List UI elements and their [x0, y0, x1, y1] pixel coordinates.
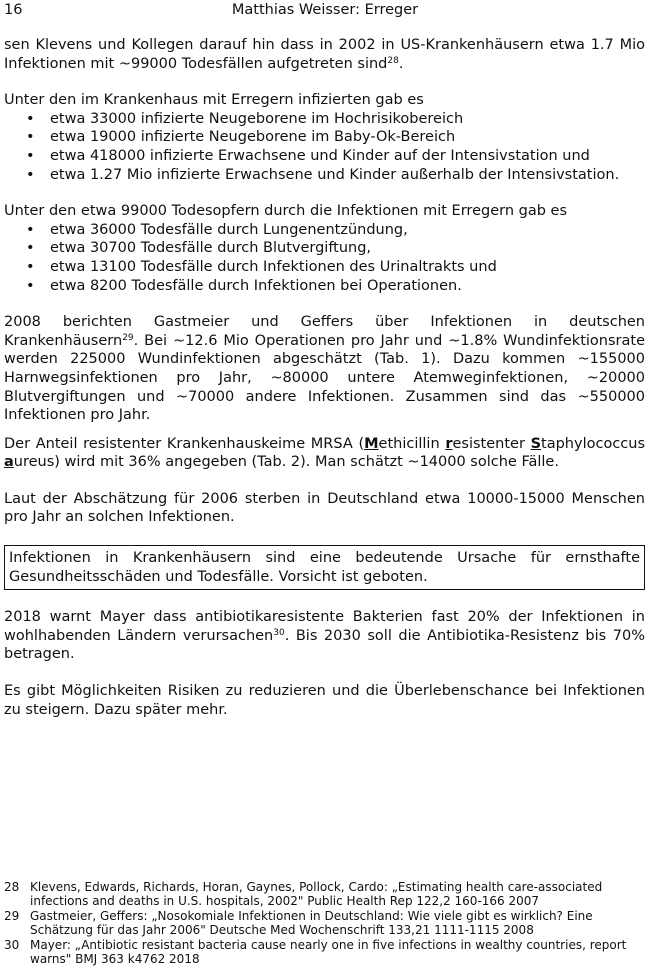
warning-callout-box: Infektionen in Krankenhäusern sind eine bedeutende Ursache für ernsthafte Gesundheitsschäden und Todesfälle. Vorsicht ist geboten. [4, 545, 645, 590]
page-number: 16 [4, 2, 23, 18]
bullet-icon: • [26, 221, 35, 238]
footnote-29: 29 Gastmeier, Geffers: „Nosokomiale Infektionen in Deutschland: Wie viele gibt es wirklich? Eine Schätzung für das Jahr 2006" Deutsche Med Wochenschrift 133,21 1111-1115 2008 [4, 908, 593, 938]
deaths-list [4, 221, 645, 295]
paragraph-klevens: sen Klevens und Kollegen darauf hin dass in 2002 in US-Krankenhäusern etwa 1.7 Mio Infektionen mit ~99000 Todesfällen aufgetreten sind$^{28}$. [4, 37, 645, 72]
running-title: Matthias Weisser: Erreger [231, 2, 419, 18]
bullet-icon: • [26, 147, 35, 164]
list-item: • etwa 30700 Todesfälle durch Blutvergiftung, [26, 240, 372, 257]
paragraph-deaths-2006: Laut der Abschätzung für 2006 sterben in Deutschland etwa 10000-15000 Menschen pro Jahr an solchen Infektionen. [4, 490, 645, 526]
list1-intro: Unter den im Krankenhaus mit Erregern infizierten gab es [4, 92, 424, 109]
footnote-ref-28[interactable]: 28 [387, 55, 399, 66]
bullet-icon: • [26, 240, 35, 257]
footnote-28: 28 Klevens, Edwards, Richards, Horan, Gaynes, Pollock, Cardo: „Estimating health care-associated infections and deaths in U.S. hospitals, 2002" Public Health Rep 122,2 160-166 2007 [4, 880, 603, 909]
bullet-icon: • [26, 166, 35, 183]
list-item: • etwa 13100 Todesfälle durch Infektionen des Urinaltrakts und [26, 258, 497, 275]
list-item: • etwa 19000 infizierte Neugeborene im Baby-Ok-Bereich [26, 129, 456, 146]
list-item: • etwa 418000 infizierte Erwachsene und Kinder auf der Intensivstation und [26, 147, 590, 164]
footnote-30: 30 Mayer: „Antibiotic resistant bacteria cause nearly one in five infections in wealthy countries, report warns" BMJ 363 k4762 2018 [4, 937, 627, 967]
infected-list [4, 110, 645, 184]
page-header [4, 2, 646, 22]
bullet-icon: • [26, 110, 35, 127]
bullet-icon: • [26, 258, 35, 275]
list-item: • etwa 33000 infizierte Neugeborene im Hochrisikobereich [26, 110, 464, 127]
paragraph-gastmeier: 2008 berichten Gastmeier und Geffers über Infektionen in deutschen Krankenhäusern$^{29}$. Bei ~12.6 Mio Operationen pro Jahr und ~1.8% Wundinfektionsrate werden 225000 Wundinfektionen abgeschätzt (Tab. 1). Dazu kommen ~155000 Harnwegsinfektionen pro Jahr, ~80000 untere Atemweginfektionen, ~20000 Blutvergiftungen und ~70000 andere Infektionen. Zusammen sind das ~550000 Infektionen pro Jahr. [4, 314, 645, 424]
list2-intro: Unter den etwa 99000 Todesopfern durch die Infektionen mit Erregern gab es [4, 203, 567, 220]
main-text [4, 36, 645, 719]
bullet-icon: • [26, 277, 35, 294]
footnotes [4, 880, 645, 966]
footnote-ref-29[interactable]: 29 [122, 332, 134, 343]
list-item: • etwa 8200 Todesfälle durch Infektionen bei Operationen. [26, 277, 462, 294]
list-item: • etwa 36000 Todesfälle durch Lungenentzündung, [26, 221, 408, 238]
paragraph-mayer: 2018 warnt Mayer dass antibiotikaresistente Bakterien fast 20% der Infektionen in wohlhabenden Ländern verursachen$^{30}$. Bis 2030 soll die Antibiotika-Resistenz bis 70% betragen. [4, 609, 645, 663]
paragraph-mrsa: Der Anteil resistenter Krankenhauskeime MRSA (Methicillin resistenter Staphylococcus aureus) wird mit 36% angegeben (Tab. 2). Man schätzt ~14000 solche Fälle. [4, 435, 646, 471]
paragraph-outlook: Es gibt Möglichkeiten Risiken zu reduzieren und die Überlebenschance bei Infektionen zu steigern. Dazu später mehr. [4, 683, 645, 718]
bullet-icon: • [26, 129, 35, 146]
footnote-ref-30[interactable]: 30 [273, 627, 285, 638]
list-item: • etwa 1.27 Mio infizierte Erwachsene und Kinder außerhalb der Intensivstation. [26, 166, 620, 183]
